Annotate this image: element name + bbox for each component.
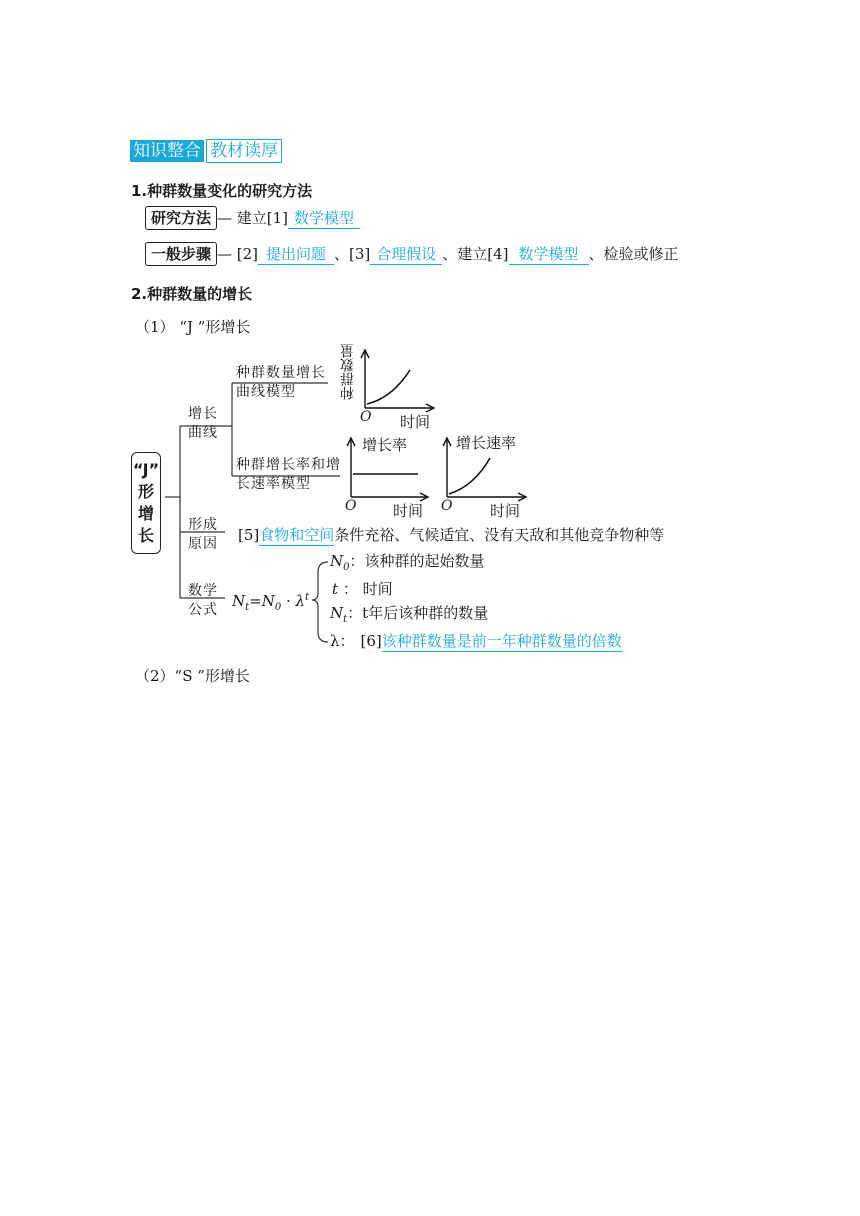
header-tag-knowledge: 知识整合 bbox=[130, 140, 204, 162]
def-sep: ： bbox=[347, 604, 363, 622]
def-sep: ： bbox=[339, 632, 355, 650]
root-char-4: 长 bbox=[137, 526, 154, 545]
graph2-ylabel: 增长率 bbox=[362, 436, 408, 454]
graph3-origin: O bbox=[441, 498, 453, 514]
graph1-xlabel: 时间 bbox=[400, 413, 431, 431]
def-lambda bbox=[330, 630, 622, 652]
def-t-text: 时间 bbox=[362, 580, 393, 598]
graph1-origin: O bbox=[360, 409, 372, 425]
def-nt-text: t年后该种群的数量 bbox=[362, 604, 489, 622]
branch-formula: 数学公式 bbox=[188, 583, 218, 618]
cause-text: 条件充裕、气候适宜、没有天敌和其他竞争物种等 bbox=[334, 526, 665, 544]
def-nt: $N_t$：t年后该种群的数量 bbox=[330, 604, 489, 625]
answer-5: 食物和空间 bbox=[259, 526, 335, 544]
def-lambda-symbol: λ bbox=[330, 632, 340, 650]
def-sep: ： bbox=[349, 552, 365, 570]
label-growth-rate-model: 种群增长率和增长速率模型 bbox=[236, 457, 341, 492]
general-steps-label: 一般步骤 bbox=[145, 242, 217, 266]
label-population-curve-model: 种群数量增长曲线模型 bbox=[236, 365, 326, 400]
root-char-1: “J” bbox=[132, 460, 160, 479]
answer-6: 该种群数量是前一年种群数量的倍数 bbox=[381, 632, 622, 650]
answer-1: 数学模型 bbox=[288, 207, 360, 229]
graph-population-curve bbox=[361, 350, 434, 412]
steps-text-5: 、检验或修正 bbox=[588, 245, 679, 263]
formula: $N_t=N_0 \cdot \lambda^t$ bbox=[232, 592, 310, 613]
branch-growth-curve: 增长曲线 bbox=[188, 406, 218, 441]
def-t bbox=[332, 578, 393, 599]
cause-prefix: [5] bbox=[238, 526, 260, 544]
research-method-text: — 建立[1] bbox=[217, 209, 289, 227]
steps-text-3: 、[3] bbox=[334, 245, 371, 263]
graph3-ylabel: 增长速率 bbox=[456, 434, 517, 452]
answer-2: 提出问题 bbox=[258, 243, 334, 265]
section1-title: 1.种群数量变化的研究方法 bbox=[131, 182, 313, 200]
root-char-2: 形 bbox=[137, 482, 154, 501]
sub-heading-j: （1） “J ”形增长 bbox=[135, 318, 251, 336]
def-sep: ： bbox=[342, 580, 358, 598]
section2-title: 2.种群数量的增长 bbox=[131, 285, 253, 303]
sub-heading-s: （2）“S ”形增长 bbox=[135, 667, 250, 685]
def-n0: $N_0$：该种群的起始数量 bbox=[330, 552, 485, 573]
def-n0-text: 该种群的起始数量 bbox=[364, 552, 485, 570]
steps-text-2: — [2] bbox=[217, 245, 259, 263]
cause-row bbox=[238, 524, 664, 546]
steps-text-4: 、建立[4] bbox=[442, 245, 509, 263]
graph2-xlabel: 时间 bbox=[393, 502, 424, 520]
def-lambda-prefix: [6] bbox=[360, 632, 382, 650]
research-method-label: 研究方法 bbox=[145, 206, 217, 230]
graph2-origin: O bbox=[345, 498, 357, 514]
branch-cause: 形成原因 bbox=[188, 517, 218, 552]
root-char-3: 增 bbox=[137, 504, 154, 523]
answer-3: 合理假设 bbox=[370, 243, 442, 265]
graph1-ylabel: 种群数量 bbox=[340, 344, 356, 400]
root-node-j-growth bbox=[131, 452, 161, 554]
header-tag-textbook: 教材读厚 bbox=[206, 139, 282, 163]
graph3-xlabel: 时间 bbox=[490, 502, 521, 520]
def-t-symbol: t bbox=[332, 580, 339, 598]
answer-4: 数学模型 bbox=[509, 243, 589, 265]
